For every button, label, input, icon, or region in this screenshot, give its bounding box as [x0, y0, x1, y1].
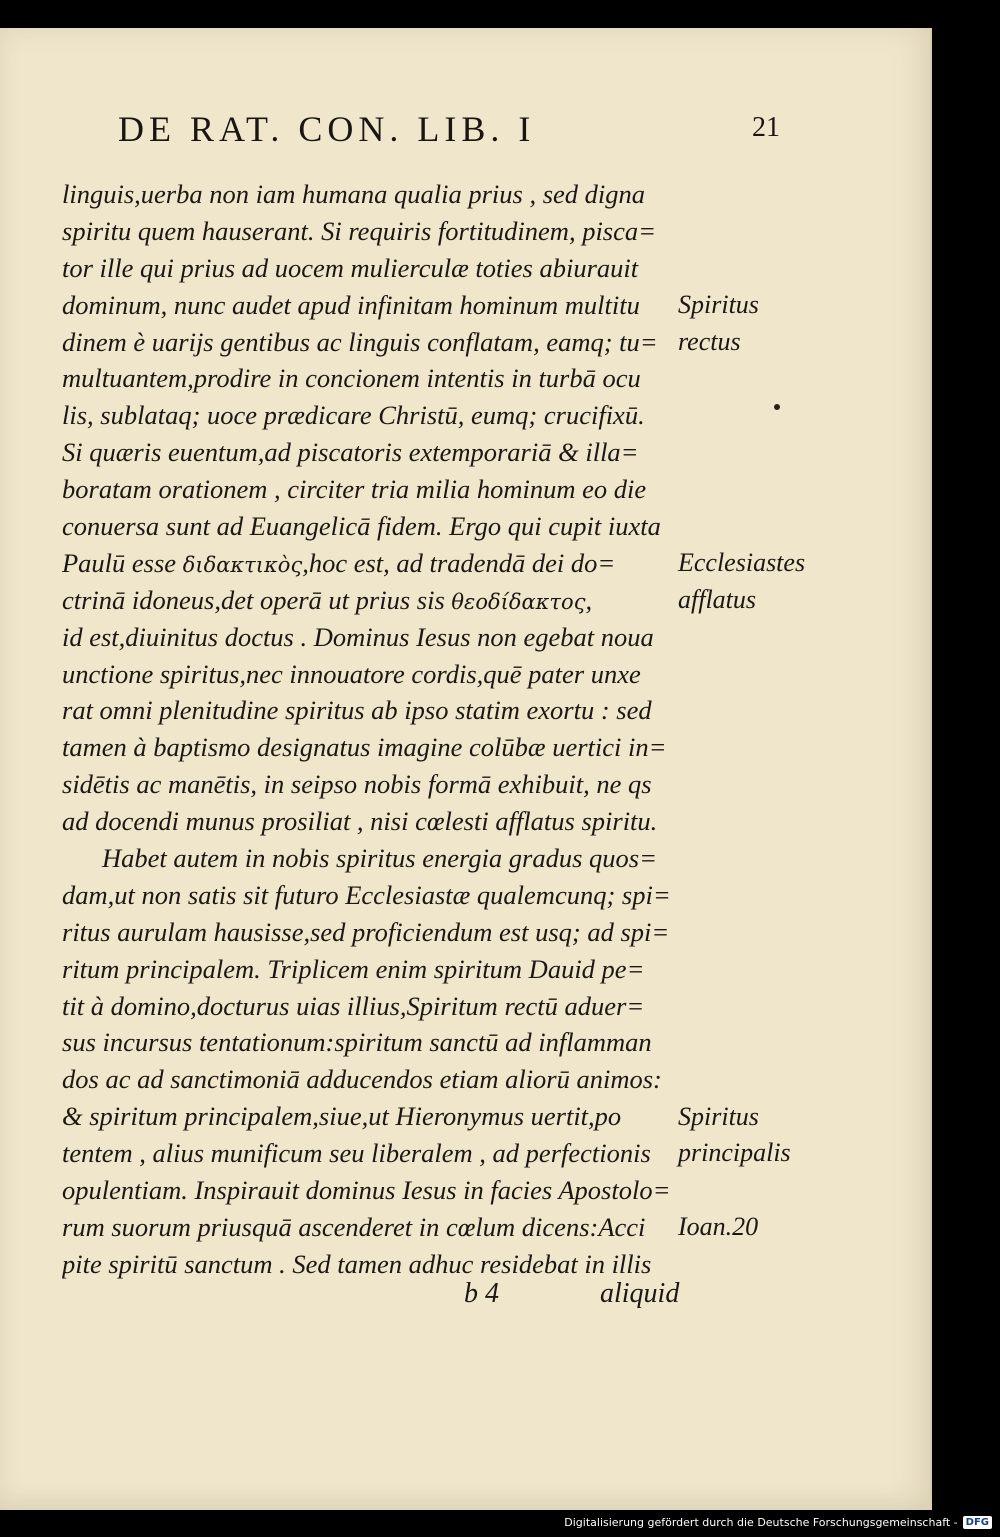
- text-line: [62, 988, 680, 1025]
- text-line: [62, 1209, 680, 1246]
- text-line: [62, 951, 680, 988]
- marginal-note: principalis: [678, 1138, 791, 1168]
- marginal-note: Spiritus: [678, 1101, 759, 1131]
- text-line: [62, 692, 680, 729]
- text-line: [62, 324, 680, 361]
- text-line: [62, 877, 680, 914]
- text-line: [62, 914, 680, 951]
- running-header: [118, 108, 780, 158]
- text-segment: opulentiam. Inspirauit dominus Iesus in facies Apostolo=: [62, 1175, 671, 1206]
- catchword: aliquid: [600, 1278, 680, 1309]
- text-segment: sus incursus tentationum:spiritum sanctū ad inflamman: [62, 1027, 652, 1058]
- text-segment: Paulū esse: [62, 547, 183, 578]
- text-line: [62, 729, 680, 766]
- text-line: [62, 1024, 680, 1061]
- text-segment: ritum principalem. Triplicem enim spiritum Dauid pe=: [62, 953, 645, 984]
- marginal-note: Ioan.20: [678, 1212, 759, 1242]
- text-line: [62, 434, 680, 471]
- text-line: [62, 1135, 680, 1172]
- text-line: [62, 176, 680, 213]
- text-segment: ritus aurulam hausisse,sed proficiendum est usq; ad spi=: [62, 916, 670, 947]
- marginal-note: afflatus: [678, 584, 757, 614]
- text-segment: ad docendi munus prosiliat , nisi cœlesti afflatus spiritu.: [62, 806, 658, 837]
- text-segment: spiritu quem hauserant. Si requiris fortitudinem, pisca=: [62, 215, 657, 246]
- text-segment: dos ac ad sanctimoniā adducendos etiam aliorū animos:: [62, 1064, 662, 1095]
- greek-word: θεοδίδακτος: [451, 589, 586, 614]
- text-segment: linguis,uerba non iam humana qualia prius , sed digna: [62, 179, 646, 209]
- text-line: [62, 213, 680, 250]
- text-line: [62, 656, 680, 693]
- text-segment: rum suorum priusquā ascenderet in cœlum dicens:Acci: [62, 1211, 646, 1242]
- text-line: [62, 545, 680, 582]
- text-line: [62, 1172, 680, 1209]
- text-segment: sidētis ac manētis, in seipso nobis formā exhibuit, ne qs: [62, 769, 652, 800]
- text-segment: conuersa sunt ad Euangelicā fidem. Ergo qui cupit iuxta: [62, 511, 661, 542]
- text-segment: tentem , alius munificum seu liberalem , ad perfectionis: [62, 1138, 651, 1169]
- folio-number: 21: [752, 112, 780, 143]
- text-segment: dam,ut non satis sit futuro Ecclesiastæ qualemcunq; spi=: [62, 879, 671, 910]
- text-segment: multuantem,prodire in concionem intentis in turbā ocu: [62, 363, 641, 394]
- text-line: [62, 619, 680, 656]
- text-line: [62, 508, 680, 545]
- text-segment: ,hoc est, ad tradendā dei do=: [302, 547, 616, 578]
- text-line: [62, 471, 680, 508]
- text-segment: tamen à baptismo designatus imagine colūbæ uertici in=: [62, 732, 667, 763]
- text-segment: dominum, nunc audet apud infinitam hominum multitu: [62, 289, 640, 320]
- text-line: [62, 250, 680, 287]
- text-segment: rat omni plenitudine spiritus ab ipso statim exortu : sed: [62, 695, 652, 726]
- text-segment: dinem è uarijs gentibus ac linguis conflatam, eamq; tu=: [62, 326, 658, 357]
- signature-mark: b 4: [464, 1278, 499, 1309]
- greek-word: διδακτικὸς: [182, 552, 303, 577]
- text-line: [62, 582, 680, 619]
- text-line: [62, 1061, 680, 1098]
- text-segment: Habet autem in nobis spiritus energia gradus quos=: [102, 843, 657, 874]
- margin-dot-mark: [774, 404, 780, 410]
- marginal-note: Spiritus: [678, 289, 759, 319]
- footer-credit: Digitalisierung gefördert durch die Deutsche Forschungsgemeinschaft -: [564, 1516, 958, 1529]
- text-segment: & spiritum principalem,siue,ut Hieronymus uertit,po: [62, 1101, 622, 1132]
- text-line: [62, 397, 680, 434]
- digitization-footer: [564, 1516, 992, 1529]
- text-segment: tit à domino,docturus uias illius,Spiritum rectū aduer=: [62, 990, 645, 1021]
- text-segment: tor ille qui prius ad uocem mulierculæ toties abiurauit: [62, 252, 639, 283]
- marginal-note: rectus: [678, 326, 741, 356]
- text-segment: id est,diuinitus doctus . Dominus Iesus non egebat noua: [62, 621, 654, 652]
- running-title: DE RAT. CON. LIB. I: [118, 109, 536, 149]
- text-line: [62, 766, 680, 803]
- marginal-note: Ecclesiastes: [678, 548, 806, 577]
- text-segment: lis, sublataq; uoce prædicare Christū, eumq; crucifixū.: [62, 400, 645, 431]
- text-segment: ctrinā idoneus,det operā ut prius sis: [62, 584, 452, 615]
- text-line: [62, 1098, 680, 1135]
- text-line: [62, 803, 680, 840]
- text-line: [62, 287, 680, 324]
- text-segment: Si quæris euentum,ad piscatoris extemporariā & illa=: [62, 437, 639, 468]
- dfg-logo-icon: DFG: [963, 1516, 992, 1529]
- text-segment: pite spiritū sanctum . Sed tamen adhuc residebat in illis: [62, 1248, 652, 1279]
- text-segment: unctione spiritus,nec innouatore cordis,quē pater unxe: [62, 658, 641, 689]
- text-line: [62, 360, 680, 397]
- text-line: [62, 1246, 680, 1283]
- text-line: [62, 840, 680, 877]
- text-segment: ,: [585, 584, 593, 615]
- body-text: [62, 176, 680, 1283]
- text-segment: boratam orationem , circiter tria milia hominum eo die: [62, 474, 647, 505]
